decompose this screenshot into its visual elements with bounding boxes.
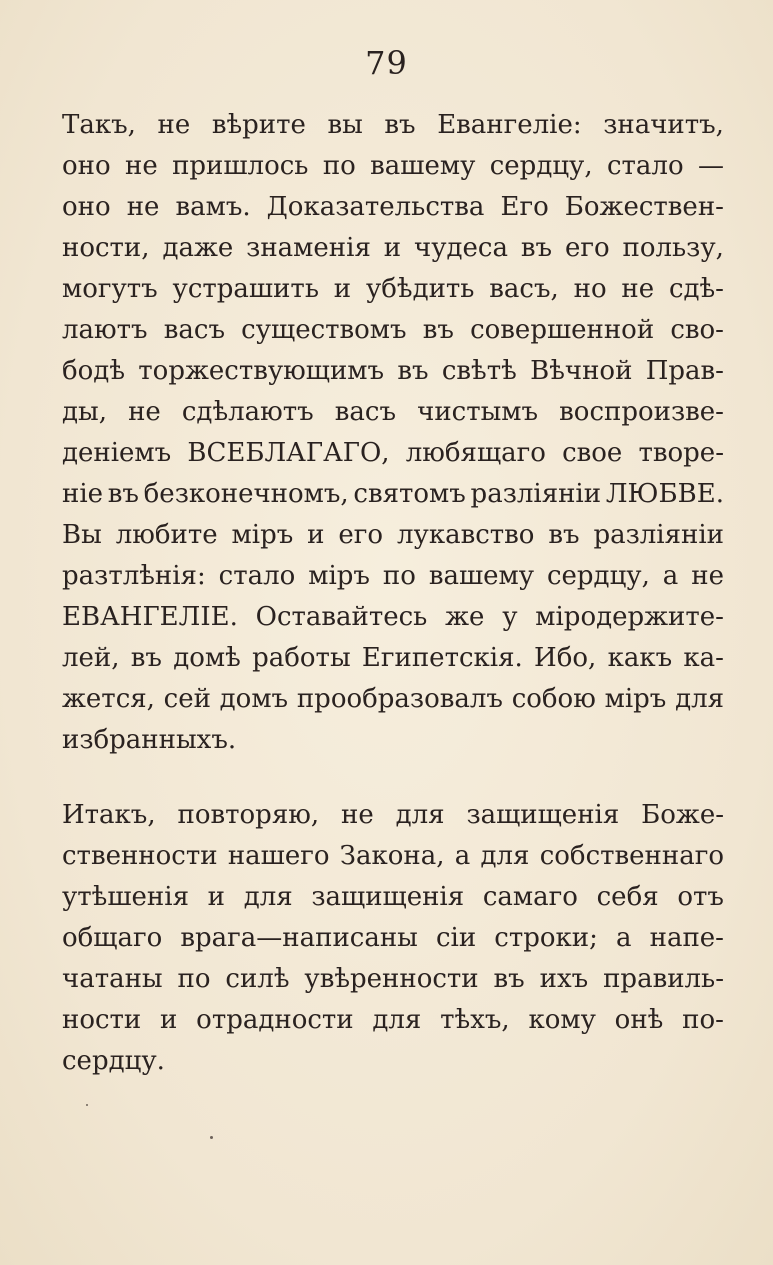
text-line: лаютъ васъ существомъ въ совершенной сво- (62, 315, 724, 345)
text-line: могутъ устрашить и убѣдить васъ, но не сдѣ- (62, 274, 724, 304)
text-line: оно не пришлось по вашему сердцу, стало — (62, 151, 724, 181)
text-line: ности, даже знаменія и чудеса въ его пользу, (62, 233, 724, 263)
text-line: избранныхъ. (62, 725, 237, 755)
page-number: 79 (365, 44, 408, 82)
paragraph-2 (62, 795, 724, 1082)
text-line: лей, въ домѣ работы Египетскія. Ибо, какъ ка- (62, 643, 724, 673)
text-line: ЕВАНГЕЛІЕ. Оставайтесь же у міродержите- (62, 602, 724, 632)
text-line: ды, не сдѣлаютъ васъ чистымъ воспроизве- (62, 397, 724, 427)
text-line: деніемъ ВСЕБЛАГАГО, любящаго свое творе- (62, 438, 724, 468)
text-line: ніе въ безконечномъ, святомъ разліяніи ЛЮБВЕ. (62, 479, 724, 509)
text-line: ности и отрадности для тѣхъ, кому онѣ по- (62, 1005, 724, 1035)
text-line: Такъ, не вѣрите вы въ Евангеліе: значитъ, (62, 110, 724, 140)
ink-speck (210, 1136, 213, 1139)
ink-speck (86, 1104, 88, 1106)
text-line: чатаны по силѣ увѣренности въ ихъ правиль- (62, 964, 724, 994)
text-line: ственности нашего Закона, а для собственнаго (62, 841, 724, 871)
paragraph-1 (62, 105, 724, 761)
text-line: жется, сей домъ прообразовалъ собою міръ для (62, 684, 724, 714)
text-line: разтлѣнія: стало міръ по вашему сердцу, а не (62, 561, 724, 591)
text-line: сердцу. (62, 1046, 165, 1076)
text-line: бодѣ торжествующимъ въ свѣтѣ Вѣчной Прав- (62, 356, 724, 386)
text-line: Вы любите міръ и его лукавство въ разліяніи (62, 520, 724, 550)
text-line: общаго врага—написаны сіи строки; а напе- (62, 923, 724, 953)
text-line: оно не вамъ. Доказательства Его Божествен- (62, 192, 724, 222)
text-line: Итакъ, повторяю, не для защищенія Боже- (62, 800, 724, 830)
text-line: утѣшенія и для защищенія самаго себя отъ (62, 882, 724, 912)
